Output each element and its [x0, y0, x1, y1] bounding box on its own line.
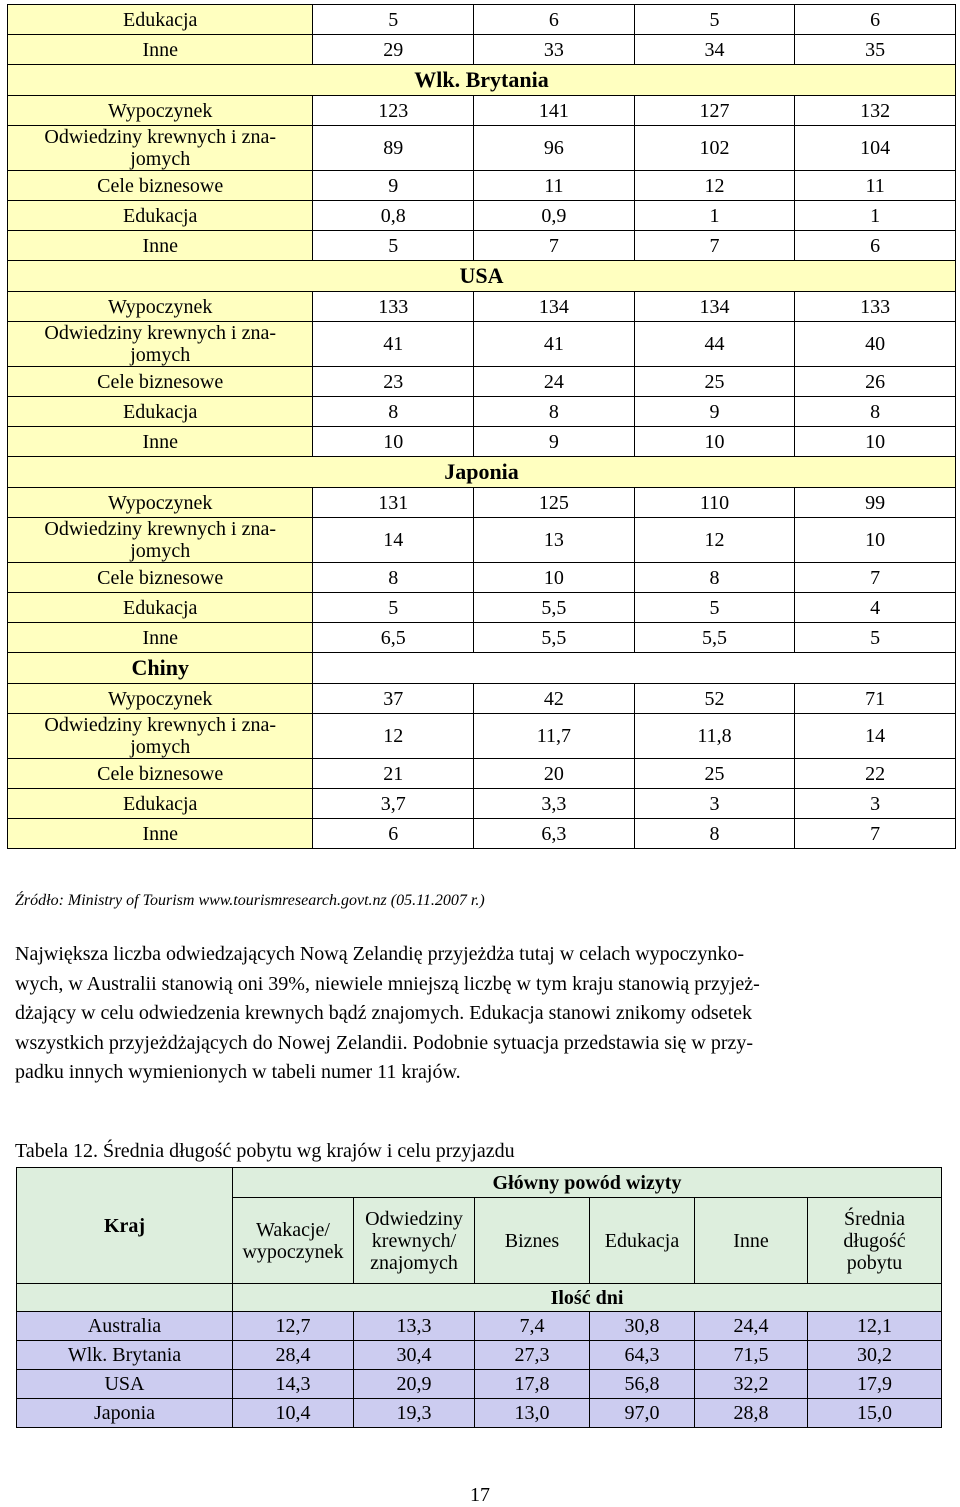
table-cell: 89 [313, 126, 474, 171]
paragraph-line: wych, w Australii stanowią oni 39%, niewiele mniejszą liczbę w tym kraju stanowią przyjeż- [15, 972, 760, 995]
table-cell: 8 [474, 397, 635, 427]
row-label: Inne [8, 819, 313, 849]
source-note: Źródło: Ministry of Tourism www.tourismresearch.govt.nz (05.11.2007 r.) [15, 892, 485, 909]
table-row [8, 231, 956, 261]
table-cell: 13,0 [475, 1399, 590, 1428]
table-cell: 24,4 [695, 1312, 808, 1341]
table-cell: 10 [795, 427, 956, 457]
country-cell: Australia [17, 1312, 233, 1341]
table-row [8, 367, 956, 397]
row-label: Edukacja [8, 5, 313, 35]
table-cell: 23 [313, 367, 474, 397]
section-title: USA [8, 261, 956, 292]
header-main-reason: Główny powód wizyty [233, 1168, 942, 1198]
table-row [8, 201, 956, 231]
table-cell: 7 [795, 563, 956, 593]
table-cell: 25 [634, 367, 795, 397]
table-row [8, 488, 956, 518]
table-row [8, 427, 956, 457]
table-cell: 104 [795, 126, 956, 171]
table-cell: 37 [313, 684, 474, 714]
table-cell: 123 [313, 96, 474, 126]
table-cell: 9 [474, 427, 635, 457]
table-cell: 5 [634, 5, 795, 35]
table-cell: 8 [313, 563, 474, 593]
table-cell: 12 [634, 518, 795, 563]
table-cell: 7 [634, 231, 795, 261]
table-cell: 132 [795, 96, 956, 126]
page-number: 17 [470, 1484, 490, 1506]
col-header-other: Inne [695, 1198, 808, 1284]
table-row [17, 1370, 942, 1399]
table-row [17, 1312, 942, 1341]
row-label: Wypoczynek [8, 292, 313, 322]
col-header-business: Biznes [475, 1198, 590, 1284]
table-cell: 102 [634, 126, 795, 171]
table-cell: 7 [474, 231, 635, 261]
country-cell: Wlk. Brytania [17, 1341, 233, 1370]
row-label: Wypoczynek [8, 96, 313, 126]
table-row [8, 292, 956, 322]
table-row [8, 684, 956, 714]
table-cell: 13,3 [354, 1312, 475, 1341]
table-cell: 34 [634, 35, 795, 65]
col-header-holiday: Wakacje/ wypoczynek [233, 1198, 354, 1284]
table-cell: 11,8 [634, 714, 795, 759]
row-label: Odwiedziny krewnych i zna- jomych [8, 322, 313, 367]
table-cell: 41 [474, 322, 635, 367]
table-cell: 3 [795, 789, 956, 819]
row-label: Cele biznesowe [8, 759, 313, 789]
table-cell: 28,4 [233, 1341, 354, 1370]
table-cell: 52 [634, 684, 795, 714]
table-cell: 71,5 [695, 1341, 808, 1370]
table-cell: 6,3 [474, 819, 635, 849]
table-cell: 10 [795, 518, 956, 563]
table-cell: 56,8 [590, 1370, 695, 1399]
table-cell: 71 [795, 684, 956, 714]
section-header-row [8, 457, 956, 488]
row-label: Edukacja [8, 397, 313, 427]
table-cell: 133 [795, 292, 956, 322]
table-cell: 15,0 [808, 1399, 942, 1428]
table-cell: 14,3 [233, 1370, 354, 1399]
paragraph-line: Największa liczba odwiedzających Nową Zelandię przyjeżdża tutaj w celach wypoczynko- [15, 943, 745, 965]
table-cell: 21 [313, 759, 474, 789]
table-cell: 131 [313, 488, 474, 518]
table-cell: 11 [795, 171, 956, 201]
section-title: Chiny [8, 653, 313, 684]
table-cell: 29 [313, 35, 474, 65]
table-cell: 44 [634, 322, 795, 367]
table-row [8, 322, 956, 367]
table-row [8, 171, 956, 201]
section-title: Japonia [8, 457, 956, 488]
table-cell: 134 [634, 292, 795, 322]
table-cell: 9 [313, 171, 474, 201]
table-cell: 20 [474, 759, 635, 789]
table-row [8, 789, 956, 819]
table-cell: 12,1 [808, 1312, 942, 1341]
table-cell: 6 [474, 5, 635, 35]
row-label: Cele biznesowe [8, 171, 313, 201]
table-cell: 5,5 [474, 593, 635, 623]
table-cell: 6 [795, 5, 956, 35]
table-cell: 8 [634, 819, 795, 849]
table-cell: 10 [313, 427, 474, 457]
row-label: Inne [8, 623, 313, 653]
table-cell: 96 [474, 126, 635, 171]
row-label: Cele biznesowe [8, 563, 313, 593]
table-row [8, 5, 956, 35]
table-cell: 97,0 [590, 1399, 695, 1428]
table-cell: 19,3 [354, 1399, 475, 1428]
country-cell: USA [17, 1370, 233, 1399]
col-header-country: Kraj [17, 1168, 233, 1284]
table-cell: 40 [795, 322, 956, 367]
table-cell: 10,4 [233, 1399, 354, 1428]
row-label: Inne [8, 231, 313, 261]
table-cell: 27,3 [475, 1341, 590, 1370]
stay-length-table [16, 1167, 942, 1428]
table-row [8, 96, 956, 126]
table-cell: 41 [313, 322, 474, 367]
table-cell: 12,7 [233, 1312, 354, 1341]
table-cell: 12 [634, 171, 795, 201]
visitors-table [7, 4, 956, 849]
table-row [8, 518, 956, 563]
table-cell: 5,5 [474, 623, 635, 653]
table-row [8, 126, 956, 171]
table-row [8, 397, 956, 427]
table-cell: 6,5 [313, 623, 474, 653]
table-cell: 17,9 [808, 1370, 942, 1399]
table-cell: 5 [313, 5, 474, 35]
table-cell: 26 [795, 367, 956, 397]
table-caption: Tabela 12. Średnia długość pobytu wg krajów i celu przyjazdu [15, 1140, 515, 1162]
table-cell: 33 [474, 35, 635, 65]
col-header-education: Edukacja [590, 1198, 695, 1284]
table-cell: 3 [634, 789, 795, 819]
table-row [8, 35, 956, 65]
row-label: Odwiedziny krewnych i zna- jomych [8, 126, 313, 171]
table-cell: 7,4 [475, 1312, 590, 1341]
table-cell: 0,8 [313, 201, 474, 231]
row-label: Edukacja [8, 789, 313, 819]
table-row [8, 563, 956, 593]
table-row [8, 593, 956, 623]
table-cell: 1 [795, 201, 956, 231]
table-cell: 35 [795, 35, 956, 65]
table-row [17, 1399, 942, 1428]
table-cell: 28,8 [695, 1399, 808, 1428]
col-header-average: Średnia długość pobytu [808, 1198, 942, 1284]
table-cell: 0,9 [474, 201, 635, 231]
table-cell: 3,3 [474, 789, 635, 819]
row-label: Wypoczynek [8, 488, 313, 518]
table-cell: 20,9 [354, 1370, 475, 1399]
table-cell: 99 [795, 488, 956, 518]
paragraph-line: padku innych wymienionych w tabeli numer 11 krajów. [15, 1061, 461, 1083]
row-label: Edukacja [8, 593, 313, 623]
row-label: Cele biznesowe [8, 367, 313, 397]
table-cell: 32,2 [695, 1370, 808, 1399]
row-label: Wypoczynek [8, 684, 313, 714]
table-cell: 127 [634, 96, 795, 126]
table-cell: 5,5 [634, 623, 795, 653]
table-cell: 133 [313, 292, 474, 322]
row-label: Edukacja [8, 201, 313, 231]
table-cell: 5 [795, 623, 956, 653]
section-header-row [8, 261, 956, 292]
subheader-days: Ilość dni [233, 1284, 942, 1312]
table-cell: 17,8 [475, 1370, 590, 1399]
table-cell: 4 [795, 593, 956, 623]
table-cell: 22 [795, 759, 956, 789]
row-label: Inne [8, 427, 313, 457]
body-paragraph [15, 940, 947, 1088]
paragraph-line: dżający w celu odwiedzenia krewnych bądź znajomych. Edukacja stanowi znikomy odsetek [15, 1002, 752, 1024]
table-cell: 134 [474, 292, 635, 322]
table-cell: 8 [634, 563, 795, 593]
table-cell: 11 [474, 171, 635, 201]
table-cell: 11,7 [474, 714, 635, 759]
table-cell: 10 [634, 427, 795, 457]
section-header-row [8, 653, 956, 684]
table-cell: 5 [313, 593, 474, 623]
table-cell: 5 [313, 231, 474, 261]
table-cell: 10 [474, 563, 635, 593]
table-cell: 9 [634, 397, 795, 427]
table-cell: 141 [474, 96, 635, 126]
table-cell: 5 [634, 593, 795, 623]
table-cell: 13 [474, 518, 635, 563]
table-cell: 30,2 [808, 1341, 942, 1370]
col-header-visit: Odwiedziny krewnych/ znajomych [354, 1198, 475, 1284]
table-cell: 30,4 [354, 1341, 475, 1370]
row-label: Odwiedziny krewnych i zna- jomych [8, 714, 313, 759]
table-cell: 14 [795, 714, 956, 759]
table-row [8, 714, 956, 759]
table-cell: 64,3 [590, 1341, 695, 1370]
table-cell: 42 [474, 684, 635, 714]
table-cell: 1 [634, 201, 795, 231]
table-row [8, 623, 956, 653]
table-cell: 25 [634, 759, 795, 789]
row-label: Odwiedziny krewnych i zna- jomych [8, 518, 313, 563]
table-cell: 110 [634, 488, 795, 518]
paragraph-line: wszystkich przyjeżdżających do Nowej Zelandii. Podobnie sytuacja przedstawia się w przy- [15, 1031, 754, 1054]
table-cell: 6 [313, 819, 474, 849]
table-cell: 7 [795, 819, 956, 849]
table-cell: 14 [313, 518, 474, 563]
table-row [8, 759, 956, 789]
table-cell: 30,8 [590, 1312, 695, 1341]
table-cell: 8 [313, 397, 474, 427]
country-cell: Japonia [17, 1399, 233, 1428]
table-cell: 12 [313, 714, 474, 759]
table-cell: 24 [474, 367, 635, 397]
table-row [8, 819, 956, 849]
table-cell: 125 [474, 488, 635, 518]
table-cell: 3,7 [313, 789, 474, 819]
table-cell: 8 [795, 397, 956, 427]
section-title: Wlk. Brytania [8, 65, 956, 96]
table-row [17, 1341, 942, 1370]
section-header-row [8, 65, 956, 96]
row-label: Inne [8, 35, 313, 65]
table-cell: 6 [795, 231, 956, 261]
